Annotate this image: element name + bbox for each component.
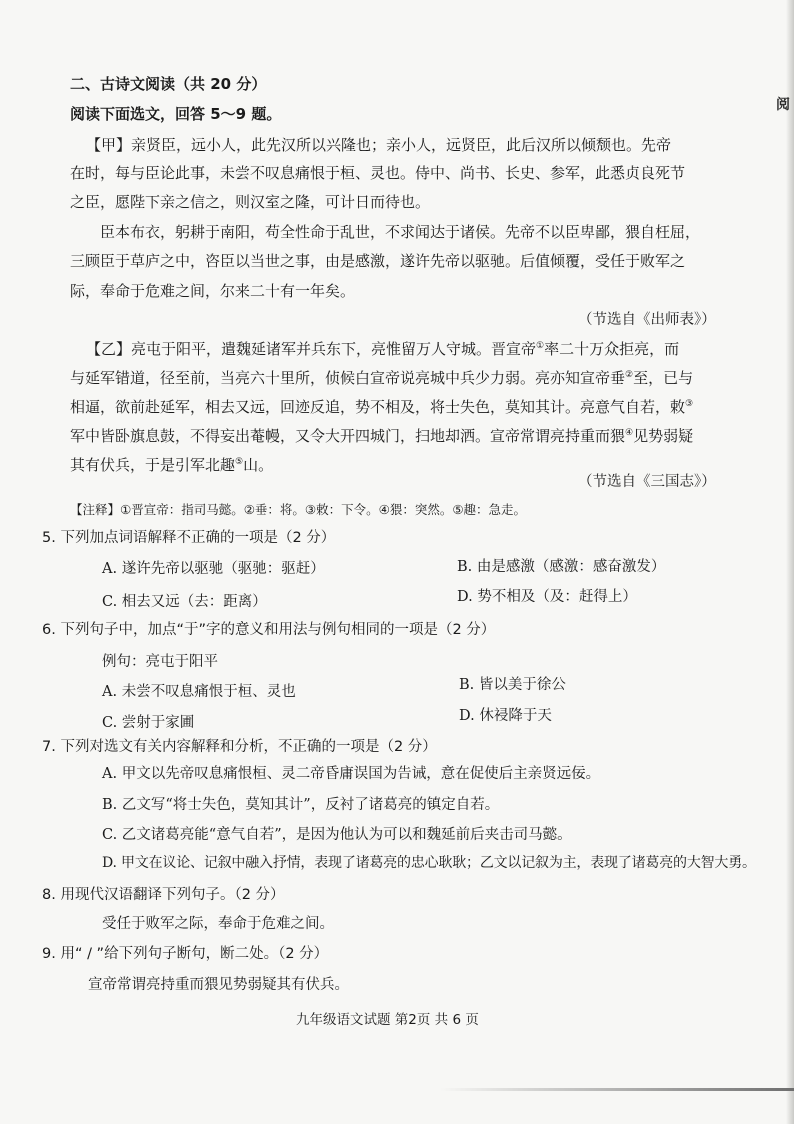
passage-jia-line: 【甲】亲贤臣，远小人，此先汉所以兴隆也；亲小人，远贤臣，此后汉所以倾颓也。先帝 — [86, 136, 672, 154]
scan-edge-shadow — [786, 0, 794, 1124]
question-7-option-a: A. 甲文以先帝叹息痛恨桓、灵二帝昏庸误国为告诫，意在促使后主亲贤远佞。 — [102, 766, 601, 782]
page-footer: 九年级语文试题 第2页 共 6 页 — [296, 1012, 479, 1028]
annotation-marker: ⑤ — [235, 457, 244, 467]
annotation-marker: ④ — [625, 428, 634, 438]
passage-yi-text: 其有伏兵，于是引军北趣 — [70, 456, 236, 474]
question-5-option-d: D. 势不相及（及：赶得上） — [457, 589, 637, 605]
question-6-example: 例句：亮屯于阳平 — [102, 654, 218, 670]
passage-yi-line — [70, 368, 693, 388]
passage-yi-text: 见势弱疑 — [633, 427, 694, 445]
passage-yi-text: 山。 — [243, 456, 274, 474]
passage-yi-source: （节选自《三国志》） — [578, 474, 716, 490]
annotation-marker: ③ — [685, 399, 694, 409]
annotation-notes: 【注释】①晋宣帝：指司马懿。②垂：将。③敕：下令。④猥：突然。⑤趣：急走。 — [70, 502, 527, 517]
question-9-stem: 9. 用“ / ”给下列句子断句，断二处。（2 分） — [42, 946, 329, 962]
section-instruction: 阅读下面选文，回答 5～9 题。 — [70, 105, 282, 123]
passage-yi-line — [70, 426, 693, 446]
passage-yi-line — [86, 339, 679, 359]
passage-yi-text: 相逼，欲前赴延军，相去又远，回迹反追，势不相及，将士失色，莫知其计。亮意气自若，敕 — [70, 398, 686, 416]
passage-yi-text: 与延军错道，径至前，当亮六十里所，侦候白宣帝说亮城中兵少力弱。亮亦知宣帝垂 — [70, 369, 626, 387]
passage-yi-text: 【乙】亮屯于阳平，遣魏延诸军并兵东下，亮惟留万人守城。晋宣帝 — [86, 340, 537, 358]
question-5-option-c: C. 相去又远（去：距离） — [102, 594, 267, 610]
passage-jia-line: 在时，每与臣论此事，未尝不叹息痛恨于桓、灵也。侍中、尚书、长史、参军，此悉贞良死节 — [70, 164, 686, 182]
scan-bottom-shadow — [440, 1088, 794, 1091]
question-7-option-d: D. 甲文在议论、记叙中融入抒情，表现了诸葛亮的忠心耿耿；乙文以记叙为主，表现了诸葛亮的大智大勇。 — [102, 855, 756, 871]
passage-jia-line: 际，奉命于危难之间，尔来二十有一年矣。 — [70, 282, 356, 300]
section-title: 二、古诗文阅读（共 20 分） — [70, 75, 267, 93]
question-8-stem: 8. 用现代汉语翻译下列句子。（2 分） — [42, 887, 285, 903]
passage-yi-text: 至，已与 — [633, 369, 694, 387]
question-6-option-c: C. 尝射于家圃 — [102, 715, 195, 731]
question-6-option-a: A. 未尝不叹息痛恨于桓、灵也 — [102, 684, 296, 700]
question-6-option-d: D. 休祲降于天 — [459, 708, 552, 724]
annotation-marker: ① — [536, 341, 545, 351]
passage-jia-line: 臣本布衣，躬耕于南阳，苟全性命于乱世，不求闻达于诸侯。先帝不以臣卑鄙，猥自枉屈， — [100, 223, 701, 241]
passage-yi-text: 率二十万众拒亮，而 — [544, 340, 680, 358]
passage-yi-line — [70, 397, 693, 417]
passage-jia-source: （节选自《出师表》） — [578, 312, 716, 328]
annotation-marker: ② — [625, 370, 634, 380]
question-5-option-a: A. 遂许先帝以驱驰（驱驰：驱赶） — [102, 561, 325, 577]
passage-jia-line: 之臣，愿陛下亲之信之，则汉室之隆，可计日而待也。 — [70, 193, 431, 211]
passage-yi-line — [70, 455, 273, 475]
passage-yi-text: 军中皆卧旗息鼓，不得妄出菴幔，又令大开四城门，扫地却洒。宣帝常谓亮持重而猥 — [70, 427, 626, 445]
question-6-option-b: B. 皆以美于徐公 — [459, 677, 566, 693]
question-7-option-b: B. 乙文写“将士失色，莫知其计”，反衬了诸葛亮的镇定自若。 — [102, 797, 500, 813]
edge-cut-character: 阅 — [776, 97, 790, 113]
passage-jia-line: 三顾臣于草庐之中，咨臣以当世之事，由是感激，遂许先帝以驱驰。后值倾覆，受任于败军之 — [70, 252, 686, 270]
question-6-stem: 6. 下列句子中，加点“于”字的意义和用法与例句相同的一项是（2 分） — [42, 622, 496, 638]
question-9-sentence: 宣帝常谓亮持重而猥见势弱疑其有伏兵。 — [88, 977, 349, 993]
question-7-option-c: C. 乙文诸葛亮能“意气自若”，是因为他认为可以和魏延前后夹击司马懿。 — [102, 827, 572, 843]
question-5-option-b: B. 由是感激（感激：感奋激发） — [457, 559, 666, 575]
question-5-stem: 5. 下列加点词语解释不正确的一项是（2 分） — [42, 530, 336, 546]
question-8-sentence: 受任于败军之际，奉命于危难之间。 — [102, 916, 334, 932]
question-7-stem: 7. 下列对选文有关内容解释和分析，不正确的一项是（2 分） — [42, 739, 437, 755]
